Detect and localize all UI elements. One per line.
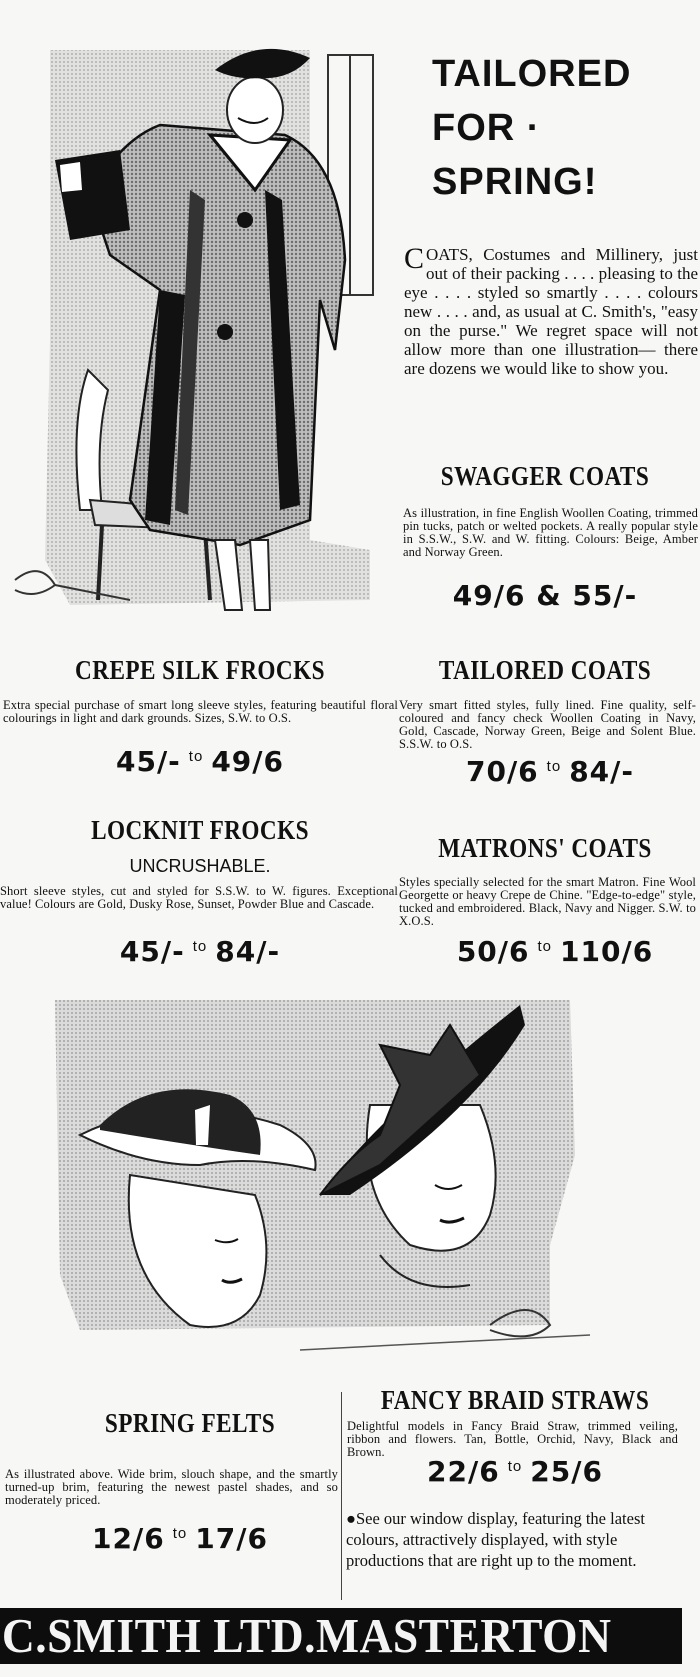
- locknit-frocks-title: LOCKNIT FROCKS: [91, 815, 309, 845]
- tailored-coats-title: TAILORED COATS: [438, 655, 652, 685]
- swagger-coats-text: As illustration, in fine English Woollen Coating, trimmed pin tucks, patch or welted pockets. A really popular style in S.S.W., S.W. and W. fitting. Colours: Beige, Amber and Norway Green.: [403, 506, 698, 559]
- hats-illustration: [50, 995, 610, 1385]
- swagger-coats-price: 49/6 & 55/-: [452, 579, 638, 612]
- crepe-silk-frocks-title: CREPE SILK FROCKS: [75, 655, 325, 685]
- locknit-frocks-price-to-word: to: [192, 938, 208, 955]
- matrons-coats-text: Styles specially selected for the smart Matron. Fine Wool Georgette or heavy Crepe de Chine. "Edge-to-edge" style, tucked and embroidered. Black, Navy and Nigger. S.W. to X.O.S.: [399, 875, 696, 928]
- tailored-coats-price: [440, 755, 660, 788]
- locknit-frocks-price: [90, 935, 310, 968]
- crepe-silk-frocks-price-to-word: to: [188, 748, 204, 765]
- bullet-icon: ●: [346, 1509, 356, 1528]
- headline-line-3: SPRING!: [432, 161, 598, 203]
- fancy-braid-straws-text: Delightful models in Fancy Braid Straw, trimmed veiling, ribbon and flowers. Tan, Bottle, Orchid, Navy, Black and Brown.: [347, 1419, 678, 1459]
- store-banner: [0, 1608, 682, 1664]
- headline-line-2: FOR ·: [432, 107, 541, 149]
- matrons-coats-price: [430, 935, 680, 968]
- headline: [432, 47, 692, 209]
- crepe-silk-frocks-price-from: 45/-: [115, 745, 181, 778]
- spring-felts-price-to: 17/6: [195, 1522, 268, 1555]
- crepe-silk-frocks-text: Extra special purchase of smart long sleeve styles, featuring beautiful floral colourings in light and dark grounds. Sizes, S.W. to O.S.: [3, 698, 398, 725]
- matrons-coats-price-to-word: to: [537, 938, 553, 955]
- fancy-braid-straws-title: FANCY BRAID STRAWS: [380, 1385, 650, 1415]
- locknit-frocks-subtitle: UNCRUSHABLE.: [129, 856, 271, 876]
- spring-felts-text: As illustrated above. Wide brim, slouch shape, and the smartly turned-up brim, featuring the newest pastel shades, and so moderately priced.: [5, 1467, 338, 1507]
- fancy-braid-straws-price-from: 22/6: [427, 1455, 500, 1488]
- intro-paragraph: [404, 242, 698, 378]
- crepe-silk-frocks-price: [80, 745, 320, 778]
- crepe-silk-frocks-price-to: 49/6: [211, 745, 284, 778]
- swagger-coat-illustration: [10, 40, 390, 620]
- spring-felts-price: [70, 1522, 290, 1555]
- spring-felts-price-to-word: to: [172, 1525, 188, 1542]
- matrons-coats-price-to: 110/6: [560, 935, 654, 968]
- intro-text: OATS, Costumes and Millinery, just out of their packing . . . . pleasing to the eye . . . . styled so smartly . . . . colours new . . . . and, as usual at C. Smith's, "easy on the purse." We regret space will not allow more than one illustration— there are dozens we would like to show you.: [404, 245, 698, 378]
- spring-felts-title: SPRING FELTS: [104, 1408, 276, 1438]
- locknit-frocks-price-to: 84/-: [215, 935, 281, 968]
- fancy-braid-straws-price-to-word: to: [507, 1458, 523, 1475]
- matrons-coats-price-from: 50/6: [456, 935, 530, 968]
- fancy-braid-straws-price: [405, 1455, 625, 1488]
- headline-line-1: TAILORED: [432, 53, 632, 95]
- column-divider: [341, 1392, 342, 1600]
- matrons-coats-title: MATRONS' COATS: [438, 833, 652, 863]
- swagger-coats-title: SWAGGER COATS: [440, 461, 650, 491]
- tailored-coats-price-to: 84/-: [569, 755, 634, 788]
- tailored-coats-text: Very smart fitted styles, fully lined. Fine quality, self-coloured and fancy check Woollen Coating in Navy, Gold, Cascade, Norway Green, Beige and Solent Blue. S.S.W. to O.S.: [399, 698, 696, 751]
- locknit-frocks-price-from: 45/-: [119, 935, 185, 968]
- window-display-paragraph: [346, 1508, 681, 1571]
- tailored-coats-price-from: 70/6: [465, 755, 539, 788]
- store-name: C.SMITH LTD.MASTERTON: [1, 1608, 612, 1663]
- spring-felts-price-from: 12/6: [92, 1522, 165, 1555]
- drop-cap: C: [404, 242, 425, 275]
- window-display-text: See our window display, featuring the latest colours, attractively displayed, with style productions that are right up to the moment.: [346, 1509, 645, 1570]
- fancy-braid-straws-price-to: 25/6: [530, 1455, 603, 1488]
- locknit-frocks-text: Short sleeve styles, cut and styled for S.S.W. to W. figures. Exceptional value! Colours are Gold, Dusky Rose, Sunset, Powder Blue and Cascade.: [0, 884, 398, 911]
- tailored-coats-price-to-word: to: [546, 758, 562, 775]
